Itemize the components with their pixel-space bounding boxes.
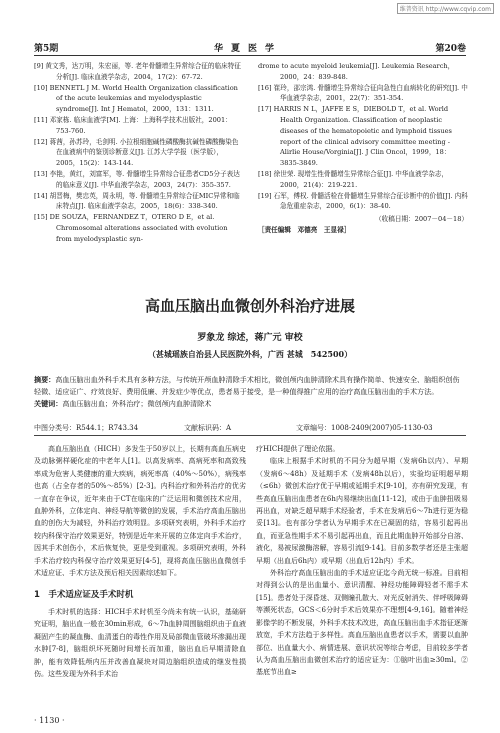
body-right-column [256, 443, 468, 679]
reference-item: drome to acute myeloid leukemia[J]. Leukemia Research，2000，24：839-848. [258, 62, 455, 81]
keywords-text: 高血压脑出血；外科治疗；微创颅内血肿清除术 [62, 399, 212, 409]
article-title: 高血压脑出血微创外科治疗进展 [144, 297, 355, 315]
received-date: （收稿日期：2007－04－18） [375, 215, 468, 224]
article-number: 文章编号：1008-2409(2007)05-1130-03 [296, 424, 433, 432]
article-authors: 罗象龙 综述，蒋广元 审校 [197, 333, 303, 343]
abstract [34, 374, 466, 398]
reference-item: [15] DE SOUZA，FERNANDEZ T，OTERO D E，et al. Chromosomal alterations associated with evolution from myelodysplastic syn- [34, 213, 228, 243]
reference-item: [10] BENNETL J M. World Health Organization classification of the acute leukemias and myelodysplastic syndrome[J]. Int J Hematol，2000，131：1311. [34, 83, 238, 114]
abstract-text: 高血压脑出血外科手术具有多种方法，与传统开颅血肿清除手术相比，微创颅内血肿清除术具有操作简单、快速安全、脑组织创伤轻微、适应证广、疗效良好、费用低廉、并发症少等优点，患者易于接受，是一种值得推广应用的治疗高血压脑出血的手术方法。 [34, 375, 460, 397]
body-paragraph: 临床上根据手术时机的不同分为超早期（发病6h以内）、早期（发病6～48h）及延期手术（发病48h以后），实验均证明超早期（≤6h）微创术治疗优于早期或延期手术[9-10]，亦有研究发现，有些高血压脑出血患者在6h内易继续出血[11-12]，或由于血肿扭吸易再出血，对缺乏超早期手术经验者，手术在发病后6～7h进行更为稳妥[13]。也有部分学者认为早期手术在已凝固的结，容易引起再出血，而亚急性期手术不易引起再出血，而且此期血肿开始部分自溶、液化，易被尿激酶溶解，容易引流[9-14]。目前多数学者还是主张超早期（出血后6h内）或早期（出血后12h内）手术。 [256, 457, 468, 565]
header-journal: 华夏医学 [214, 44, 283, 54]
body-left-column [34, 443, 246, 680]
body-paragraph: 疗HICH提供了理论依据。 [256, 445, 340, 453]
abstract-block [34, 374, 466, 411]
reference-item: [14] 胡晋梅，樊忠英，周永明，等. 骨髓增生异常综合征MIC异常和临床特点[J]. 临床血液学杂志，2005，18(6)：338-340. [34, 191, 240, 211]
reference-item: [11] 邓家栋. 临床血液学[M]. 上海：上海科学技术出版社，2001：753-760. [34, 115, 232, 135]
reference-item: [17] HARRIS N L，JAFFE E S，DIEBOLD T，et al. World Health Organization. Classification of neoplastic diseases of the hematopoietic and lymphoid tissues report of the clinical advisory committee meeting -Alirlie House/Vorginia[J]. J Clin Oncol，1999，18：3835-3849. [258, 105, 452, 168]
watermark: 维普资讯 http://www.cqvip.com [397, 3, 494, 14]
running-header [34, 41, 466, 56]
editor-note: ［责任编辑 邓德亮 王显禄］ [258, 225, 351, 234]
keywords [34, 398, 466, 410]
page-number: · 1130 · [34, 716, 65, 725]
header-issue: 第5期 [34, 44, 59, 54]
abstract-label: 摘要： [34, 375, 56, 384]
references-left-column [34, 61, 244, 245]
keywords-label: 关键词： [34, 399, 63, 409]
classification-line [34, 423, 466, 436]
body-paragraph: 手术时机的选择：HICH手术时机至今尚未有统一认识，基础研究证明，脑出血一般在30min形成，6～7h血肿周围脑组织由于血液凝固产生的凝血酶、血清蛋白的毒性作用及局部微血管破坏渗漏出现水肿[7-8]，脑组织坏死随时间增长而加重，脑出血后早期清除血肿，能有效降低颅内压并改善血凝块对周边脑组织造成的继发性损伤。这些发现为外科手术治 [34, 607, 246, 678]
reference-item: [16] 崔玲，邵宗鸿. 骨髓增生异常综合征向急性白血病转化的研究[J]. 中华血液学杂志，2001，22(7)：351-354. [258, 83, 468, 103]
body-paragraph: 外科治疗高血压脑出血的手术适应证迄今尚无统一标准。目前相对得到公认的是出血量小、意识清醒、神经功能障碍轻者不需手术[15]。患者处于深昏迷、双侧瞳孔散大、对光反射消失、伴呼吸障碍等濒死状态，GCS＜6分时手术后效果亦不理想[4-9,16]。随着神经影像学的不断发展，外科手术技术改进，高血压脑出血手术指征逐渐放宽，手术方法趋于多样性。高血压脑出血患者以手术，需要以血肿部位、出血量大小、病情进展、意识状况等综合考虑，目前较多学者认为高血压脑出血微创术治疗的适应证为：①脑叶出血≥30ml。②基底节出血≥ [256, 569, 468, 677]
document-code: 文献标识码：A [184, 424, 232, 432]
reference-item: [12] 蒋茜，孙苏玲，毛剑明. 小拉根细胞碱性磷酸酶抗碱性磷酸酶染色在血液病中的鉴别诊断意义[J]. 江苏大学学报（医学版），2005，15(2)：143-144. [34, 137, 239, 168]
reference-item: [13] 李艳，黄红，刘富军，等. 骨髓增生异常综合征患者CD5分子表达的临床意义[J]. 中华血液学杂志，2003，24(7)：355-357. [34, 169, 240, 189]
header-volume: 第20卷 [435, 44, 466, 54]
clc-number: 中图分类号：R544.1；R743.34 [34, 424, 139, 432]
reference-item: [9] 黄文秀，达万明，朱宏丽，等. 老年骨髓增生异常综合征的临床特征分析[J]. 临床血液学杂志，2004，17(2)：67-72. [34, 62, 241, 81]
section-heading: 1 手术适应证及手术时机 [34, 590, 134, 601]
body-paragraph: 高血压脑出血（HICH）多发生于50岁以上，长期有高血压病史及动脉粥样硬化症的中老年人[1]。以高发病率、高病死率和高致残率成为危害人类健康的重大疾病，病死率高（40%～50%），病残率也高（占全存者的50%～85%）[2-3]。内科治疗和外科治疗的优劣一直存在争议，近年来由于CT在临床的广泛运用和微创技术应用，血肿外科，立体定向、神经导航等微创的发展，手术治疗高血压脑出血的创伤大为减轻，外科治疗效明显。多项研究表明，外科手术治疗较内科保守治疗效果更好，特别是近年来开展的立体定向手术治疗，因其手术创伤小，术后恢复快，更是受到重视。多项研究表明，外科手术治疗较内科保守治疗效果更好[4-5]，现将高血压脑出血微创手术适应证、手术方法及预后相关因素综述如下。 [34, 445, 246, 578]
reference-item: [19] 石军，傅权. 骨髓活检在骨髓增生异常综合征诊断中的价值[J]. 内科急危重症杂志，2000，6(1)：38-40. [258, 191, 468, 211]
reference-item: [18] 徐世荣. 现增生性骨髓增生异常综合征[J]. 中华血液学杂志，2000，21(4)：219-221. [258, 169, 449, 189]
references-right-column [258, 61, 468, 236]
author-affiliation: （甚城瑶族自治县人民医院外科，广西 甚城 542500） [147, 349, 353, 359]
